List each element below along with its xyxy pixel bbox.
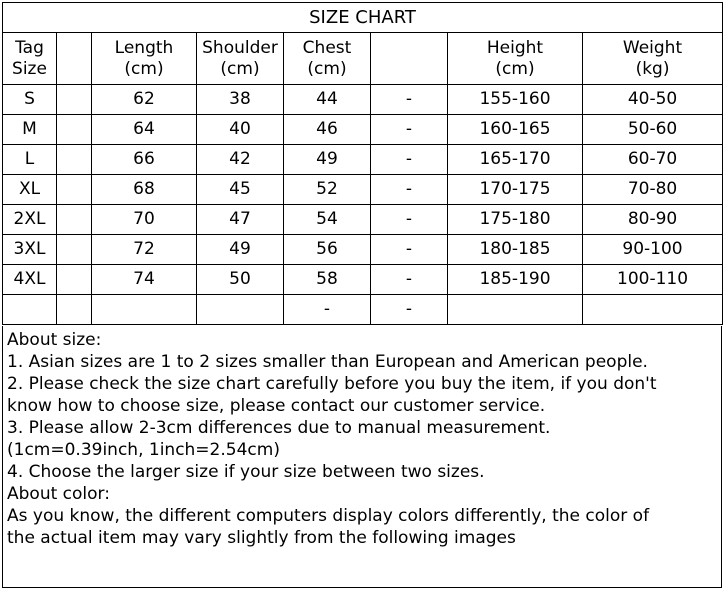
header-length <box>92 33 197 85</box>
header-shoulder <box>197 33 284 85</box>
table-cell: - <box>371 265 448 295</box>
table-cell <box>57 115 92 145</box>
table-cell <box>57 205 92 235</box>
table-cell: 64 <box>92 115 197 145</box>
table-cell: XL <box>3 175 57 205</box>
header-line: Height <box>486 37 544 58</box>
table-cell: 49 <box>197 235 284 265</box>
table-cell <box>583 295 723 325</box>
table-row <box>3 115 723 145</box>
table-cell: 40-50 <box>583 85 723 115</box>
header-line: Length <box>114 37 174 58</box>
table-cell: - <box>371 115 448 145</box>
table-cell: - <box>371 235 448 265</box>
table-cell <box>57 235 92 265</box>
table-cell: 70 <box>92 205 197 235</box>
header-line: (cm) <box>307 58 347 79</box>
notes-box <box>2 326 722 588</box>
table-cell: 180-185 <box>448 235 583 265</box>
table-cell: 46 <box>284 115 371 145</box>
header-tag-size <box>3 33 57 85</box>
table-cell: L <box>3 145 57 175</box>
table-row <box>3 175 723 205</box>
table-cell: 160-165 <box>448 115 583 145</box>
header-row <box>3 33 723 85</box>
header-line: Tag <box>15 37 44 58</box>
header-line: (cm) <box>495 58 535 79</box>
table-cell: 72 <box>92 235 197 265</box>
table-cell: 60-70 <box>583 145 723 175</box>
table-cell <box>57 175 92 205</box>
table-cell <box>3 295 57 325</box>
table-cell: 90-100 <box>583 235 723 265</box>
table-cell: 100-110 <box>583 265 723 295</box>
table-cell: 70-80 <box>583 175 723 205</box>
table-cell: S <box>3 85 57 115</box>
note-line: (1cm=0.39inch, 1inch=2.54cm) <box>7 440 280 460</box>
table-row <box>3 205 723 235</box>
header-line: Shoulder <box>202 37 278 58</box>
header-line: Size <box>12 58 47 79</box>
table-row <box>3 235 723 265</box>
table-cell: M <box>3 115 57 145</box>
note-line: 2. Please check the size chart carefully before you buy the item, if you don't <box>7 374 657 394</box>
header-line: Weight <box>622 37 683 58</box>
table-cell: 50-60 <box>583 115 723 145</box>
note-line: the actual item may vary slightly from the following images <box>7 528 516 548</box>
table-row <box>3 145 723 175</box>
about-color-heading: About color: <box>7 484 110 504</box>
header-blank <box>371 33 448 85</box>
header-line: Chest <box>302 37 352 58</box>
table-cell: 50 <box>197 265 284 295</box>
header-weight <box>583 33 723 85</box>
table-cell <box>57 145 92 175</box>
table-cell: 170-175 <box>448 175 583 205</box>
table-cell: 49 <box>284 145 371 175</box>
table-cell: - <box>371 145 448 175</box>
table-cell: 175-180 <box>448 205 583 235</box>
header-line: (kg) <box>635 58 670 79</box>
table-row <box>3 265 723 295</box>
header-line: (cm) <box>124 58 164 79</box>
chart-title: SIZE CHART <box>3 3 723 33</box>
table-cell: 56 <box>284 235 371 265</box>
table-cell: 155-160 <box>448 85 583 115</box>
table-cell: 40 <box>197 115 284 145</box>
table-cell: 4XL <box>3 265 57 295</box>
table-cell: 52 <box>284 175 371 205</box>
note-line: As you know, the different computers display colors differently, the color of <box>7 506 650 526</box>
table-row <box>3 85 723 115</box>
note-line: 3. Please allow 2-3cm differences due to manual measurement. <box>7 418 551 438</box>
table-cell: - <box>371 175 448 205</box>
header-line: (cm) <box>220 58 260 79</box>
note-line: 1. Asian sizes are 1 to 2 sizes smaller than European and American people. <box>7 352 648 372</box>
table-cell <box>197 295 284 325</box>
header-height <box>448 33 583 85</box>
note-line: 4. Choose the larger size if your size between two sizes. <box>7 462 485 482</box>
table-cell: 38 <box>197 85 284 115</box>
table-cell: 165-170 <box>448 145 583 175</box>
header-blank <box>57 33 92 85</box>
header-chest <box>284 33 371 85</box>
table-cell: 54 <box>284 205 371 235</box>
table-cell: 47 <box>197 205 284 235</box>
table-cell: 66 <box>92 145 197 175</box>
table-cell: 42 <box>197 145 284 175</box>
note-line: know how to choose size, please contact our customer service. <box>7 396 546 416</box>
table-cell: 62 <box>92 85 197 115</box>
table-cell: - <box>371 295 448 325</box>
table-cell: 3XL <box>3 235 57 265</box>
table-cell: - <box>371 85 448 115</box>
table-cell: 2XL <box>3 205 57 235</box>
title-row <box>3 3 723 33</box>
table-cell: - <box>284 295 371 325</box>
table-row <box>3 295 723 325</box>
table-cell <box>57 85 92 115</box>
about-size-heading: About size: <box>7 330 102 350</box>
table-cell <box>92 295 197 325</box>
table-cell <box>448 295 583 325</box>
table-cell: 45 <box>197 175 284 205</box>
table-cell: 185-190 <box>448 265 583 295</box>
table-cell: 74 <box>92 265 197 295</box>
table-cell <box>57 265 92 295</box>
table-cell: - <box>371 205 448 235</box>
table-cell: 68 <box>92 175 197 205</box>
table-cell: 80-90 <box>583 205 723 235</box>
table-cell <box>57 295 92 325</box>
table-cell: 58 <box>284 265 371 295</box>
table-cell: 44 <box>284 85 371 115</box>
size-chart-table <box>2 2 723 325</box>
